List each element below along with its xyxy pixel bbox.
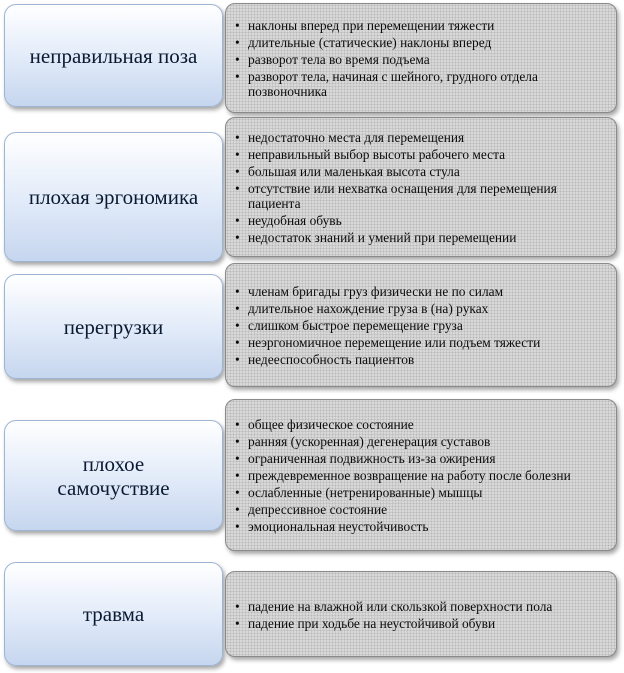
list-item: • недостаточно места для перемещения [248,130,608,145]
list-item: • членам бригады груз физически не по силам [248,284,608,299]
category-box [4,562,223,666]
factor-list [225,571,617,657]
factor-list [225,3,617,113]
category-label: плохое самочуствие [57,451,170,500]
list-item: • депрессивное состояние [248,502,608,517]
list-item: • ослабленные (нетренированные) мышцы [248,485,608,500]
list-item: • эмоциональная неустойчивость [248,519,608,534]
category-label: перегрузки [63,314,164,339]
category-label: плохая эргономика [28,185,199,209]
list-item: • длительное нахождение груза в (на) руках [248,301,608,316]
list-item: • ранняя (ускоренная) дегенерация суставов [248,434,608,449]
category-box [4,420,223,531]
list-item: • разворот тела во время подъема [248,52,608,67]
category-box [4,4,223,107]
list-item: • ограниченная подвижность из-за ожирения [248,451,608,466]
list-item: • неправильный выбор высоты рабочего места [248,147,608,162]
list-item: • отсутствие или нехватка оснащения для перемещения пациента [248,181,608,211]
list-item: • недееспособность пациентов [248,352,608,367]
list-item: • падение на влажной или скользкой поверхности пола [248,599,608,614]
list-item: • длительные (статические) наклоны вперед [248,35,608,50]
list-item: • падение при ходьбе на неустойчивой обуви [248,616,608,631]
factor-list [225,117,617,257]
list-item: • недостаток знаний и умений при перемещении [248,230,608,245]
factor-list [225,263,617,387]
category-label: неправильная поза [29,43,198,68]
list-item: • большая или маленькая высота стула [248,164,608,179]
list-item: • неэргономичное перемещение или подъем тяжести [248,335,608,350]
factor-list [225,399,617,551]
category-box [4,274,223,379]
category-box [4,132,223,262]
list-item: • преждевременное возвращение на работу после болезни [248,468,608,483]
list-item: • неудобная обувь [248,213,608,228]
list-item: • наклоны вперед при перемещении тяжести [248,18,608,33]
category-label: травма [82,602,145,626]
list-item: • общее физическое состояние [248,417,608,432]
list-item: • разворот тела, начиная с шейного, грудного отдела позвоночника [248,69,608,99]
list-item: • слишком быстрое перемещение груза [248,318,608,333]
